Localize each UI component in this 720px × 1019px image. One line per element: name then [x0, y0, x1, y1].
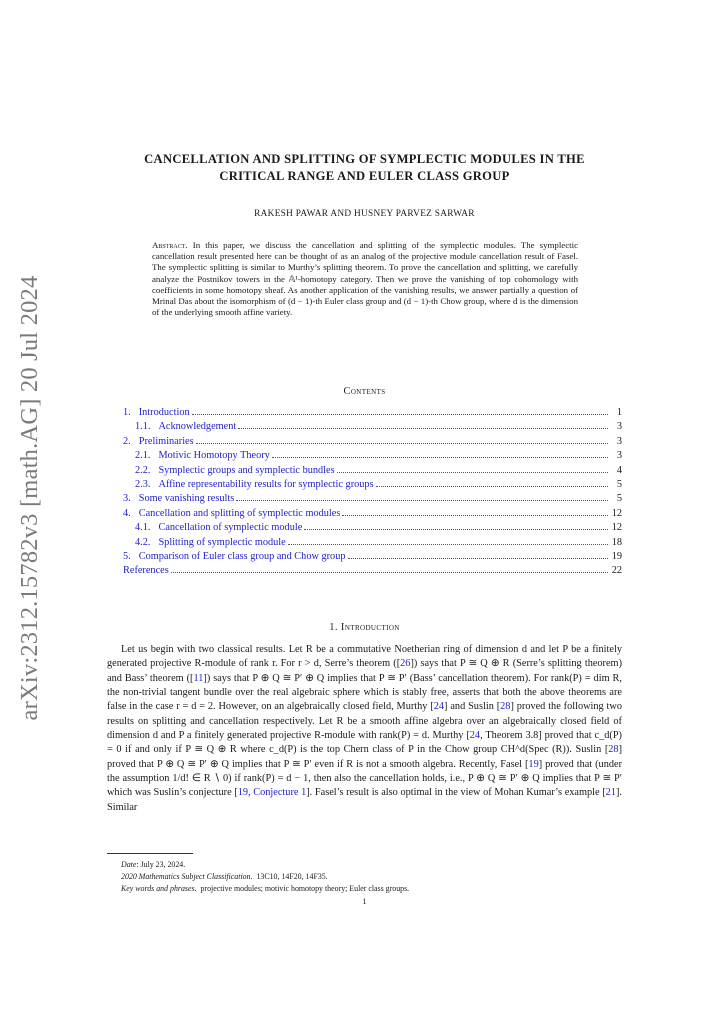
intro-text: ]. Fasel’s result is also optimal in the view of Mohan Kumar’s example [ — [306, 787, 606, 799]
toc-leader-dots — [342, 515, 607, 516]
footnote-date — [121, 859, 621, 871]
toc-leader-dots — [348, 558, 608, 559]
toc-leader-dots — [238, 428, 608, 429]
intro-paragraph — [107, 643, 622, 815]
intro-text: ] proved that (under the assumption 1/d! ∈ R ∖ 0) if rank(P) = d − 1, then also the cancellation holds, i.e., P ⊕ Q ≅ P′ ⊕ Q implies that P ≅ P′ which was Suslin’s conjecture [ — [107, 758, 622, 799]
toc-entry-number: 4. — [123, 507, 131, 519]
msc-label: 2020 Mathematics Subject Classification. — [121, 871, 253, 881]
citation-link[interactable]: 21 — [605, 787, 616, 799]
arxiv-identifier: arXiv:2312.15782v3 [math.AG] 20 Jul 2024 — [16, 275, 43, 721]
toc-leader-dots — [376, 486, 608, 487]
toc-leader-dots — [236, 500, 608, 501]
toc-entry-number: 5. — [123, 550, 131, 562]
abstract — [152, 240, 578, 318]
intro-text: ]. Similar — [107, 787, 622, 813]
footnote-keywords — [121, 883, 621, 895]
toc-entry-title[interactable]: Comparison of Euler class group and Chow group — [138, 550, 346, 562]
toc-entry-title[interactable]: Symplectic groups and symplectic bundles — [158, 464, 335, 476]
toc-entry-page: 3 — [616, 435, 622, 447]
title-line-2: CRITICAL RANGE AND EULER CLASS GROUP — [219, 169, 510, 183]
toc-entry-number: 3. — [123, 493, 131, 505]
intro-text: ] proved that P ⊕ Q ≅ P′ ⊕ Q implies that P ≅ P′ even if R is not a smooth algebra. Recently, Fasel [ — [107, 744, 622, 770]
toc-entry-page: 5 — [616, 493, 622, 505]
paper-title — [107, 151, 622, 185]
toc-entry-title[interactable]: Cancellation of symplectic module — [158, 522, 303, 534]
toc-entry-page: 3 — [616, 421, 622, 433]
page-number: 1 — [362, 897, 367, 906]
toc-entry[interactable] — [123, 551, 622, 565]
toc-entry-number: 4.1. — [135, 522, 151, 534]
msc-value: 13C10, 14F20, 14F35. — [256, 871, 328, 881]
toc-entry-title[interactable]: Affine representability results for symplectic groups — [158, 478, 374, 490]
toc-entry-page: 1 — [616, 407, 622, 418]
toc-entry-title[interactable]: Acknowledgement — [158, 421, 237, 433]
citation-link[interactable]: 11 — [193, 672, 204, 684]
keywords-label: Key words and phrases. — [121, 883, 197, 893]
title-line-1: CANCELLATION AND SPLITTING OF SYMPLECTIC MODULES IN THE — [144, 152, 585, 166]
footnote-msc — [121, 871, 621, 883]
intro-text: ]) says that P ⊕ Q ≅ P′ ⊕ Q implies that P ≅ P′ (Bass’ cancellation theorem). For rank(P) = dim R, the non-trivial tangent bundle over the real algebraic sphere which is stably free, asserts that both the above theorems are false in the case r = d = 2. However, on an algebraically closed field, Murthy [ — [107, 672, 622, 713]
toc-entry[interactable] — [123, 421, 622, 435]
toc-entry-title[interactable]: Preliminaries — [138, 435, 194, 447]
contents-heading: Contents — [343, 386, 386, 397]
toc-entry-title[interactable]: Cancellation and splitting of symplectic modules — [138, 507, 341, 519]
toc-entry[interactable] — [123, 450, 622, 464]
toc-entry-number: 1.1. — [135, 421, 151, 433]
section-heading-introduction: 1. Introduction — [329, 622, 400, 633]
toc-entry[interactable] — [123, 522, 622, 536]
toc-entry-title[interactable]: References — [123, 565, 169, 577]
toc-entry[interactable] — [123, 436, 622, 450]
toc-entry-title[interactable]: Motivic Homotopy Theory — [158, 450, 270, 462]
toc-entry-number: 2.3. — [135, 478, 151, 490]
toc-entry-page: 5 — [616, 478, 622, 490]
citation-link[interactable]: 19 — [528, 758, 539, 770]
toc-entry-page: 18 — [611, 536, 622, 548]
toc-entry-page: 19 — [611, 550, 622, 562]
date-value: : July 23, 2024. — [136, 860, 186, 869]
toc-entry-page: 22 — [611, 565, 622, 577]
date-label: Date — [121, 860, 137, 869]
toc-entry-page: 3 — [616, 450, 622, 462]
toc-entry[interactable] — [123, 508, 622, 522]
authors: RAKESH PAWAR AND HUSNEY PARVEZ SARWAR — [254, 209, 475, 219]
toc-leader-dots — [288, 544, 608, 545]
abstract-label: Abstract. — [152, 240, 188, 250]
footnotes — [121, 859, 621, 895]
toc-entry[interactable] — [123, 537, 622, 551]
footnote-rule — [107, 853, 193, 854]
toc-leader-dots — [304, 529, 607, 530]
toc-entry-title[interactable]: Some vanishing results — [138, 493, 235, 505]
citation-link[interactable]: 26 — [400, 658, 411, 670]
citation-link[interactable]: 24 — [469, 730, 481, 742]
toc-entry[interactable] — [123, 479, 622, 493]
citation-link[interactable]: Conjecture 1 — [253, 787, 307, 799]
introduction-body — [107, 643, 622, 815]
intro-text: ] and Suslin [ — [444, 701, 501, 713]
toc-entry-page: 12 — [611, 522, 622, 534]
toc-entry[interactable] — [123, 407, 622, 421]
intro-text: ] proved the following two results on splitting and cancellation respectively. Let R be a smooth affine algebra over an algebraically closed field of dimension d and P a finitely generated projective R-module with rank(P) = d. Murthy [ — [107, 701, 623, 742]
toc-entry-page: 4 — [616, 464, 622, 476]
intro-text: , Theorem 3.8] proved that c_d(P) = 0 if and only if P ≅ Q ⊕ R where c_d(P) is the top Chern class of P in the Chow group CH^d(Spec (R)). Suslin [ — [107, 730, 622, 756]
toc-entry[interactable] — [123, 565, 622, 579]
abstract-text: In this paper, we discuss the cancellation and splitting of the symplectic modules. The symplectic cancellation result presented here can be thought of as an analog of the projective module cancellation result of Fasel. The symplectic splitting is similar to Murthy’s splitting theorem. To prove the cancellation and splitting, we carefully analyze the Postnikov towers in the 𝔸¹-homotopy category. Then we prove the vanishing of top cohomology with coefficients in some homotopy sheaf. As another application of the vanishing results, we answer partially a question of Mrinal Das about the isomorphism of (d − 1)-th Euler class group and (d − 1)-th Chow group, where d is the dimension of the underlying smooth affine variety. — [152, 240, 578, 318]
arxiv-side-label — [12, 275, 48, 721]
toc-leader-dots — [171, 572, 608, 573]
toc-entry-number: 2.2. — [135, 464, 151, 476]
toc-entry[interactable] — [123, 465, 622, 479]
toc-leader-dots — [196, 443, 608, 444]
toc-entry-title[interactable]: Splitting of symplectic module — [158, 536, 286, 548]
keywords-value: projective modules; motivic homotopy theory; Euler class groups. — [200, 883, 410, 893]
citation-link[interactable]: 24 — [433, 701, 445, 713]
toc-leader-dots — [337, 472, 608, 473]
citation-link[interactable]: 28 — [500, 701, 511, 713]
toc-entry-page: 12 — [611, 507, 622, 519]
toc-leader-dots — [272, 457, 608, 458]
toc-entry[interactable] — [123, 493, 622, 507]
table-of-contents — [123, 407, 622, 580]
toc-entry-number: 2. — [123, 435, 131, 447]
intro-text: ]) says that P ≅ Q ⊕ R (Serre’s splitting theorem) and Bass’ theorem ([ — [107, 658, 622, 684]
toc-entry-title[interactable]: Introduction — [138, 407, 190, 418]
intro-text: Let us begin with two classical results. Let R be a commutative Noetherian ring of dimension d and let P be a finitely generated projective R-module of rank r. For r > d, Serre’s theorem ([ — [107, 644, 622, 670]
toc-entry-number: 1. — [123, 407, 131, 418]
citation-link[interactable]: 28 — [608, 744, 619, 756]
citation-link[interactable]: 19, — [237, 787, 251, 799]
toc-entry-number: 2.1. — [135, 450, 151, 462]
toc-entry-number: 4.2. — [135, 536, 151, 548]
toc-leader-dots — [192, 414, 608, 415]
